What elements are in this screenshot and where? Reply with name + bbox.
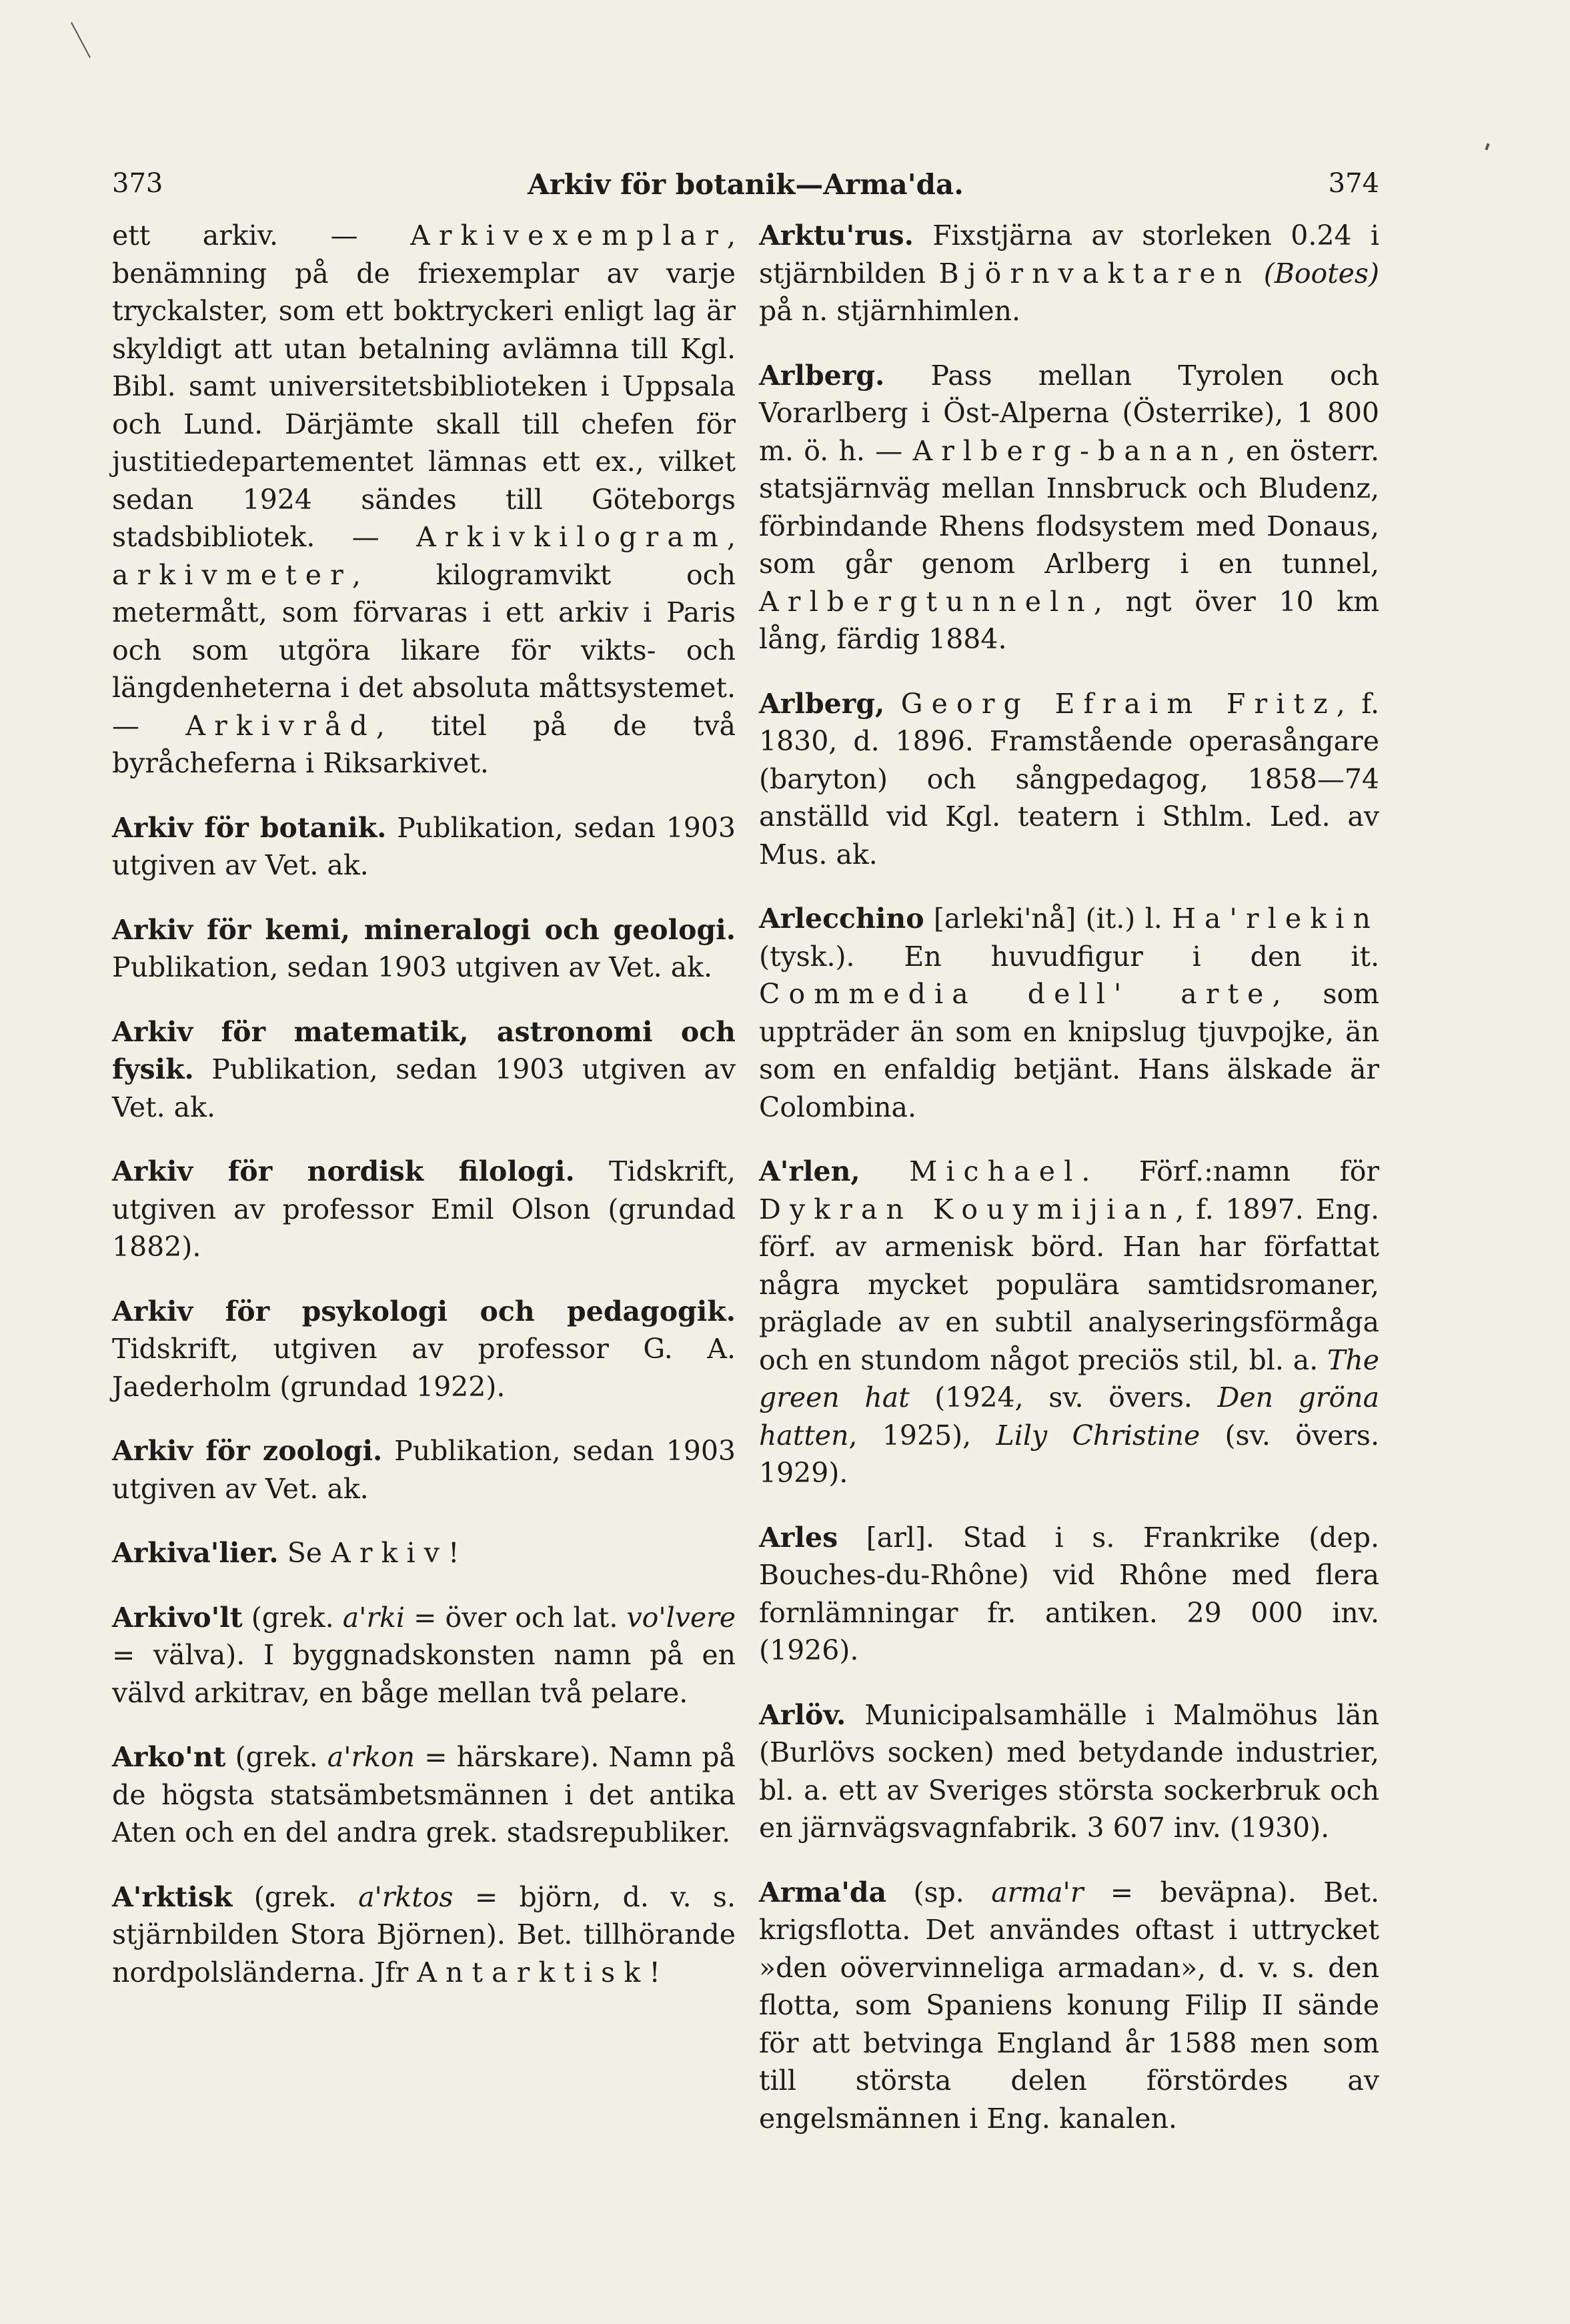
entry-armada: Arma'da (sp. arma'r = beväpna). Bet. krigsflotta. Det användes oftast i uttrycket »den oövervinneliga armadan», d. v. s. den flotta, som Spaniens konung Filip II sände för att betvinga England år 1588 men som till största delen förstördes av engelsmännen i Eng. kanalen. bbox=[759, 1876, 1379, 2135]
entry-arkiv-for-psykologi: Arkiv för psykologi och pedagogik. Tidskrift, utgiven av professor G. A. Jaederholm (grundad 1922). bbox=[112, 1295, 736, 1403]
entry-arktisk: A'rktisk (grek. a'rktos = björn, d. v. s. stjärnbilden Stora Björnen). Bet. tillhörande nordpolsländerna. Jfr Antarktisk! bbox=[112, 1880, 736, 1988]
entry-arlberg-person: Arlberg, Georg Efraim Fritz, f. 1830, d. 1896. Framstående operasångare (baryton) och sångpedagog, 1858—74 anställd vid Kgl. teatern i Sthlm. Led. av Mus. ak. bbox=[759, 687, 1379, 870]
entry-arkivalier: Arkiva'lier. Se Arkiv! bbox=[112, 1537, 460, 1569]
page-number-left: 373 bbox=[112, 168, 163, 199]
entry-arkiv-for-botanik: Arkiv för botanik. Publikation, sedan 1903 utgiven av Vet. ak. bbox=[112, 811, 736, 881]
entry-arkivolt: Arkivo'lt (grek. a'rki = över och lat. vo'lvere = välva). I byggnadskonsten namn på en välvd arkitrav, en båge mellan två pelare. bbox=[112, 1601, 736, 1709]
running-title: Arkiv för botanik—Arma'da. bbox=[528, 168, 964, 201]
entry-arkiv-for-kemi: Arkiv för kemi, mineralogi och geologi. Publikation, sedan 1903 utgiven av Vet. ak. bbox=[112, 913, 736, 983]
corner-tick-mark bbox=[1485, 143, 1489, 151]
entry-arlecchino: Arlecchino [arleki'nå] (it.) l. Ha'rlekin (tysk.). En huvudfigur i den it. Commedia dell' arte, som uppträder än som en knipslug tjuvpojke, än som en enfaldig betjänt. Hans älskade är Colombina. bbox=[759, 903, 1380, 1123]
page-header bbox=[112, 168, 1379, 215]
corner-tick-mark bbox=[71, 22, 91, 58]
left-column bbox=[112, 217, 736, 2018]
entry-arkiv-continued: ett arkiv. — Arkivexemplar, benämning på de friexemplar av varje tryckalster, som ett boktryckeri enligt lag är skyldigt att utan betalning avlämna till Kgl. Bibl. samt universitetsbiblioteken i Uppsala och Lund. Därjämte skall till chefen för justitiedepartementet lämnas ett ex., vilket sedan 1924 sändes till Göteborgs stadsbibliotek. — Arkivkilogram, arkivmeter, kilogramvikt och metermått, som förvaras i ett arkiv i Paris och som utgöra likare för vikts- och längdenheterna i det absoluta måttsystemet. — Arkivråd, titel på de två byråcheferna i Riksarkivet. bbox=[112, 219, 736, 779]
entry-arlen: A'rlen, Michael. Förf.:namn för Dykran Kouymijian, f. 1897. Eng. förf. av armenisk börd. Han har författat några mycket populära samtidsromaner, präglade av en subtil analyseringsförmåga och en stundom något preciös stil, bl. a. The green hat (1924, sv. övers. Den gröna hatten, 1925), Lily Christine (sv. övers. 1929). bbox=[759, 1155, 1380, 1489]
right-column bbox=[759, 217, 1379, 2164]
entry-arlberg-pass: Arlberg. Pass mellan Tyrolen och Vorarlberg i Öst-Alperna (Österrike), 1 800 m. ö. h. — Arlberg-banan, en österr. statsjärnväg mellan Innsbruck och Bludenz, förbindande Rhens flodsystem med Donaus, som går genom Arlberg i en tunnel, Arlbergtunneln, ngt över 10 km lång, färdig 1884. bbox=[759, 359, 1379, 655]
entry-arkont: Arko'nt (grek. a'rkon = härskare). Namn på de högsta statsämbetsmännen i det antika Aten och en del andra grek. stadsrepubliker. bbox=[112, 1741, 736, 1848]
entry-arkiv-for-zoologi: Arkiv för zoologi. Publikation, sedan 1903 utgiven av Vet. ak. bbox=[112, 1435, 736, 1505]
entry-arkiv-for-nordisk-filologi: Arkiv för nordisk filologi. Tidskrift, utgiven av professor Emil Olson (grundad 1882). bbox=[112, 1155, 736, 1263]
entry-arles: Arles [arl]. Stad i s. Frankrike (dep. Bouches-du-Rhône) vid Rhône med flera fornlämningar fr. antiken. 29 000 inv. (1926). bbox=[759, 1521, 1379, 1666]
entry-arlov: Arlöv. Municipalsamhälle i Malmöhus län (Burlövs socken) med betydande industrier, bl. a. ett av Sveriges största sockerbruk och en järnvägsvagnfabrik. 3 607 inv. (1930). bbox=[759, 1698, 1379, 1844]
page-number-right: 374 bbox=[1328, 168, 1379, 199]
entry-arkturus: Arktu'rus. Fixstjärna av storleken 0.24 i stjärnbilden Björnvaktaren (Bootes) på n. stjärnhimlen. bbox=[759, 219, 1379, 327]
entry-arkiv-for-matematik: Arkiv för matematik, astronomi och fysik. Publikation, sedan 1903 utgiven av Vet. ak. bbox=[112, 1015, 736, 1123]
